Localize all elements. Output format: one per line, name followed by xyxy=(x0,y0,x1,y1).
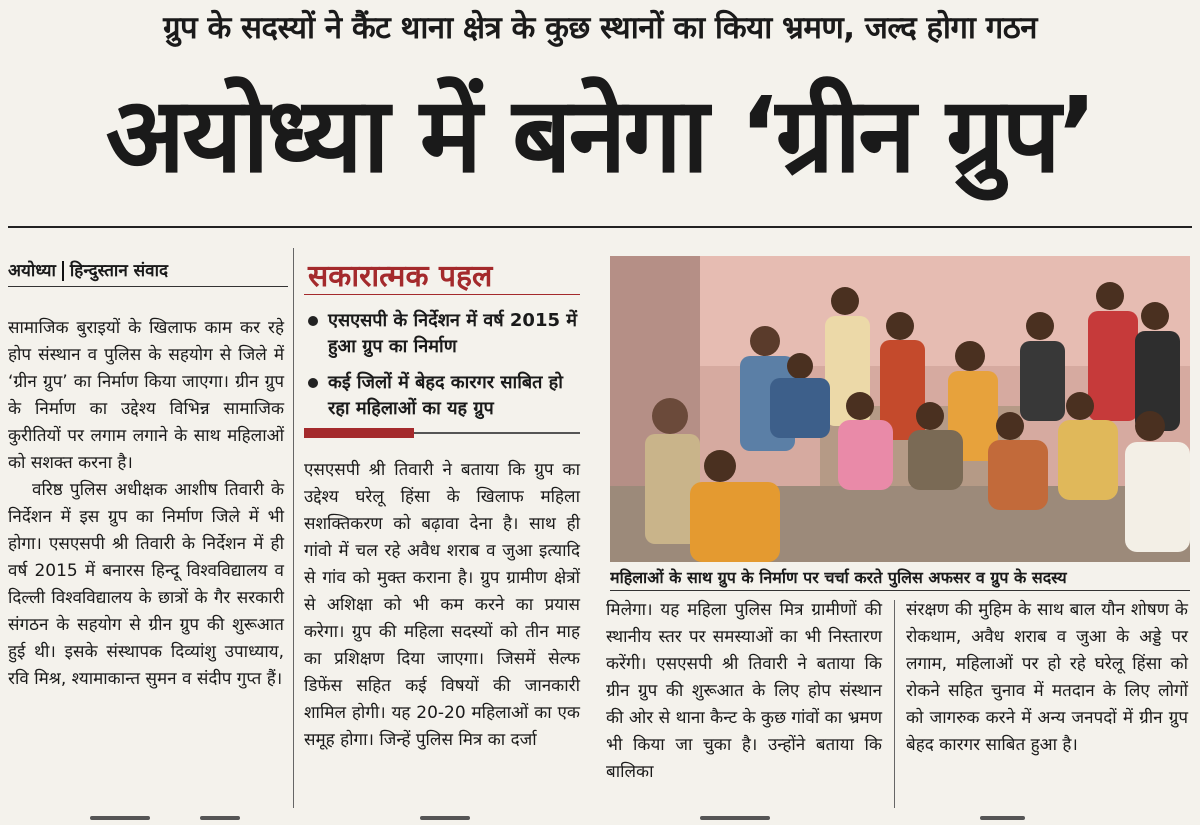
kicker-headline: ग्रुप के सदस्यों ने कैंट थाना क्षेत्र के कुछ स्थानों का किया भ्रमण, जल्द होगा गठन xyxy=(163,10,1037,46)
cut-off-next-line xyxy=(0,808,1200,825)
dateline-underline xyxy=(8,286,288,287)
highlight-box-bar xyxy=(304,428,580,438)
column-divider xyxy=(894,600,895,808)
highlight-bullet: कई जिलों में बेहद कारगर साबित हो रहा महिलाओं का यह ग्रुप xyxy=(304,370,584,422)
column1-paragraph-1: सामाजिक बुराइयों के खिलाफ काम कर रहे होप संस्थान व पुलिस के सहयोग से जिले में ‘ग्रीन ग्रुप’ का निर्माण किया जाएगा। ग्रीन ग्रुप के निर्माण का उद्देश्य विभिन्न सामाजिक कुरीतियों पर लगाम लगाने के साथ महिलाओं को सशक्त करना है। xyxy=(8,318,284,473)
article-column-4 xyxy=(906,597,1188,759)
dateline xyxy=(8,258,168,281)
column3-paragraph: मिलेगा। यह महिला पुलिस मित्र ग्रामीणों की स्थानीय स्तर पर समस्याओं का भी निस्तारण करेंगी। एसएसपी श्री तिवारी ने बताया कि ग्रीन ग्रुप की शुरूआत के लिए होप संस्थान की ओर से थाना कैन्ट के कुछ गांवों का भ्रमण भी किया जा चुका है। उन्होंने बताया कि बालिका xyxy=(606,600,882,782)
column-divider xyxy=(293,248,294,808)
main-headline: अयोध्या में बनेगा ‘ग्रीन ग्रुप’ xyxy=(105,74,1095,196)
dateline-place: अयोध्या xyxy=(8,261,56,281)
column2-paragraph: एसएसपी श्री तिवारी ने बताया कि ग्रुप का उद्देश्य घरेलू हिंसा के खिलाफ महिला सशक्तिकरण को बढ़ावा देना है। साथ ही गांवो में चल रहे अवैध शराब व जुआ इत्यादि से गांव को मुक्त कराना है। ग्रुप ग्रामीण क्षेत्रों से अशिक्षा को भी कम करने का प्रयास करेगा। ग्रुप की महिला सदस्यों को तीन माह का प्रशिक्षण दिया जाएगा। जिसमें सेल्फ डिफेंस सहित कई विषयों की जानकारी शामिल होगी। यह 20-20 महिलाओं का एक समूह होगा। जिन्हें पुलिस मित्र का दर्जा xyxy=(304,460,580,750)
highlight-bar-red xyxy=(304,428,414,438)
headline-divider xyxy=(8,226,1192,228)
dateline-source: हिन्दुस्तान संवाद xyxy=(69,261,169,281)
article-column-1 xyxy=(8,315,284,693)
highlight-box-title: सकारात्मक पहल xyxy=(308,259,493,294)
highlight-bullet: एसएसपी के निर्देशन में वर्ष 2015 में हुआ ग्रुप का निर्माण xyxy=(304,308,584,360)
highlight-box-rule xyxy=(304,294,580,295)
news-photo xyxy=(610,256,1190,562)
column1-paragraph-2: वरिष्ठ पुलिस अधीक्षक आशीष तिवारी के निर्देशन में इस ग्रुप का निर्माण जिले में भी होगा। एसएसपी श्री तिवारी के निर्देशन में ही वर्ष 2015 में बनारस हिन्दू विश्वविद्यालय व दिल्ली विश्वविद्यालय के छात्रों के गैर सरकारी संगठन के सहयोग से ग्रीन ग्रुप की शुरूआत हुई थी। इसके संस्थापक दिव्यांशु उपाध्याय, रवि मिश्र, श्यामाकान्त सुमन व संदीप गुप्त हैं। xyxy=(8,480,284,689)
highlight-bullets xyxy=(304,308,584,432)
photo-caption: महिलाओं के साथ ग्रुप के निर्माण पर चर्चा करते पुलिस अफसर व ग्रुप के सदस्य xyxy=(610,568,1067,587)
meeting-photo-illustration xyxy=(610,256,1190,562)
highlight-bar-line xyxy=(414,432,580,434)
article-column-3 xyxy=(606,597,882,786)
dateline-separator xyxy=(62,261,64,281)
article-column-2 xyxy=(304,457,580,754)
column4-paragraph: संरक्षण की मुहिम के साथ बाल यौन शोषण के रोकथाम, अवैध शराब व जुआ के अड्डे पर लगाम, महिलाओं पर हो रहे घरेलू हिंसा को रोकने सहित चुनाव में मतदान के लिए लोगों को जागरुक करने में अन्य जनपदों में ग्रीन ग्रुप बेहद कारगर साबित हुआ है। xyxy=(906,600,1188,755)
caption-rule xyxy=(610,590,1190,591)
